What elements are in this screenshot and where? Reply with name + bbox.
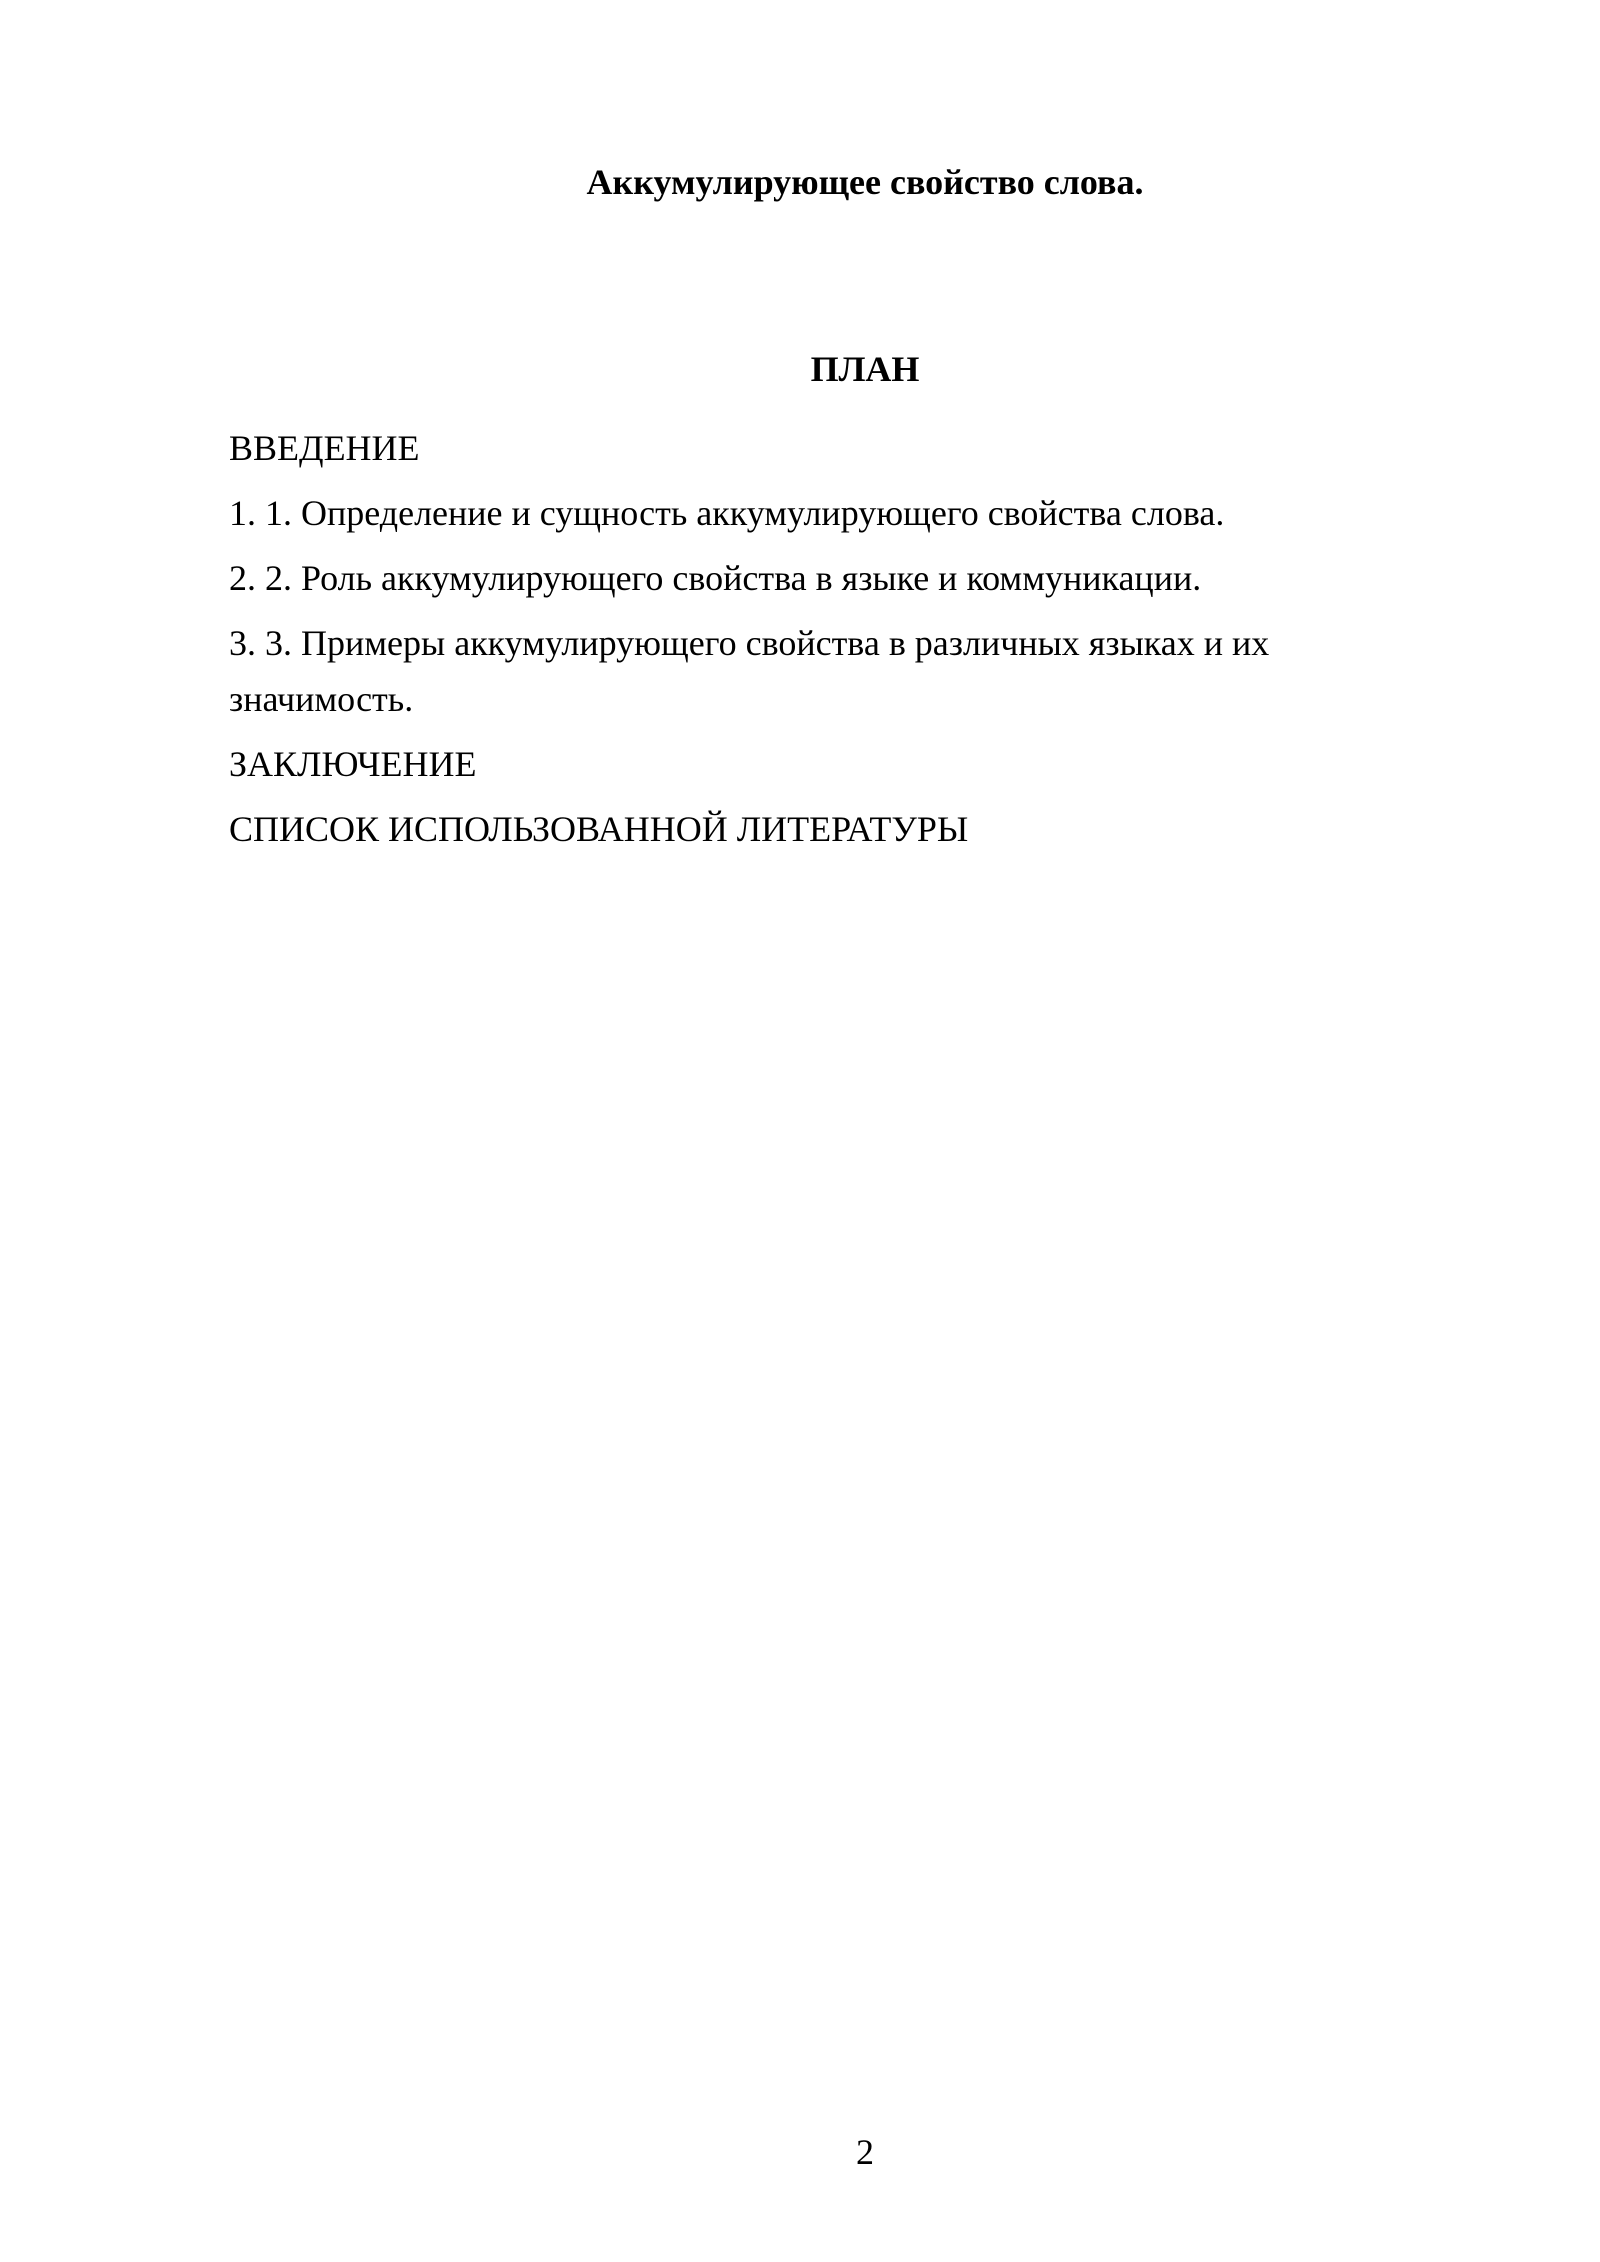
plan-item-3: 3. 3. Примеры аккумулирующего свойства в различных языках и их значимость. [229, 623, 1270, 719]
plan-item-2: 2. 2. Роль аккумулирующего свойства в языке и коммуникации. [229, 558, 1202, 598]
plan-item-introduction: ВВЕДЕНИЕ [229, 428, 420, 468]
plan-item-conclusion: ЗАКЛЮЧЕНИЕ [229, 744, 477, 784]
document-title: Аккумулирующее свойство слова. [586, 162, 1144, 202]
page-number: 2 [856, 2132, 874, 2172]
plan-heading: ПЛАН [810, 349, 920, 389]
plan-item-references: СПИСОК ИСПОЛЬЗОВАННОЙ ЛИТЕРАТУРЫ [229, 809, 969, 849]
plan-item-1: 1. 1. Определение и сущность аккумулирующего свойства слова. [229, 493, 1225, 533]
plan-list [229, 420, 1369, 866]
